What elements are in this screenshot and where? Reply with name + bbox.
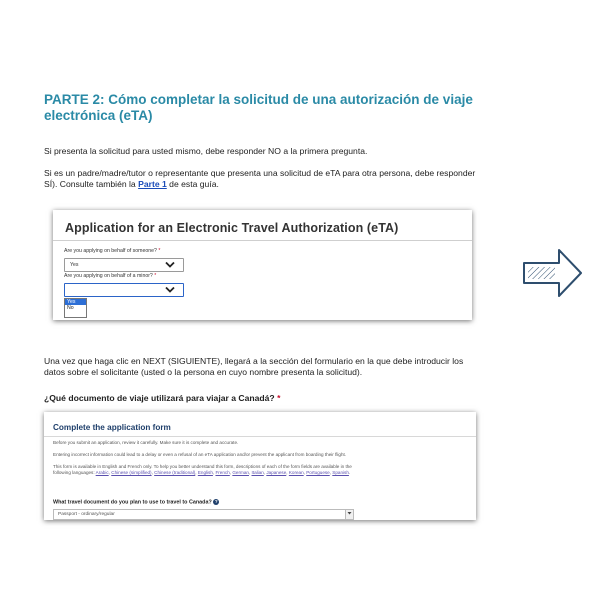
minor-options-dropdown: [64, 298, 87, 318]
chevron-down-icon: [165, 260, 175, 271]
divider: [44, 436, 476, 437]
question-label: What travel document do you plan to use to travel to Canada?: [53, 499, 212, 506]
language-link[interactable]: Arabic: [95, 470, 109, 476]
language-link[interactable]: French: [215, 470, 230, 476]
question-minor: [64, 273, 156, 279]
question-label: Are you applying on behalf of a minor?: [64, 273, 153, 279]
language-link[interactable]: Italian: [251, 470, 264, 476]
language-link[interactable]: Spanish: [332, 470, 349, 476]
language-link[interactable]: Portuguese: [306, 470, 330, 476]
travel-document-question: [44, 393, 484, 404]
paragraph-text-end: de esta guía.: [166, 179, 219, 189]
option-yes[interactable]: Yes: [65, 299, 86, 305]
on-behalf-select[interactable]: [64, 258, 184, 272]
paragraph-representative: [44, 168, 484, 190]
section-heading: PARTE 2: Cómo completar la solicitud de una autorización de viaje electrónica (eTA): [44, 92, 473, 123]
language-links: Arabic, Chinese (simplified), Chinese (traditional), English, French, German, Italian, Japanese, Korean, Portuguese, Spanish.: [95, 470, 351, 476]
language-note-text: This form is available in English and French only. To help you better understand this form, descriptions of each of the form fields are available in the: [53, 464, 352, 469]
divider: [53, 240, 472, 241]
select-value: Yes: [70, 262, 79, 268]
paragraph-text: Si es un padre/madre/tutor o representante que presenta una solicitud de eTA para otra persona, debe responder SÍ). Consulte también la: [44, 168, 476, 189]
language-link[interactable]: German: [232, 470, 249, 476]
required-marker: *: [277, 393, 281, 403]
required-marker: *: [154, 273, 157, 279]
language-link[interactable]: Korean: [288, 470, 304, 476]
language-link[interactable]: Chinese (simplified): [111, 470, 152, 476]
review-note: Before you submit an application, review it carefully. Make sure it is complete and accurate.: [53, 440, 239, 445]
warning-note: Entering incorrect information could lead to a delay or even a refusal of an eTA application and/or prevent the applicant from boarding their flight.: [53, 452, 347, 457]
paragraph-self-applicant: Si presenta la solicitud para usted mismo, debe responder NO a la primera pregunta.: [44, 146, 368, 156]
travel-document-select[interactable]: [53, 509, 354, 520]
question-on-behalf: [64, 248, 160, 254]
application-form-screenshot: [44, 412, 476, 520]
right-arrow-icon: [521, 245, 585, 306]
language-note: [53, 464, 463, 476]
form-title: Application for an Electronic Travel Authorization (eTA): [65, 221, 399, 235]
parte-1-link[interactable]: Parte 1: [138, 179, 167, 189]
question-text: ¿Qué documento de viaje utilizará para viajar a Canadá?: [44, 393, 275, 403]
language-note-prefix: following languages:: [53, 470, 96, 476]
language-link[interactable]: Chinese (traditional): [154, 470, 196, 476]
required-marker: *: [158, 248, 161, 254]
travel-document-label: [53, 499, 219, 505]
question-label: Are you applying on behalf of someone?: [64, 248, 157, 254]
minor-select[interactable]: [64, 283, 184, 297]
language-link[interactable]: Japanese: [266, 470, 287, 476]
language-link[interactable]: English: [197, 470, 213, 476]
help-icon[interactable]: ?: [214, 499, 218, 504]
chevron-down-icon: [165, 285, 175, 296]
chevron-down-icon: [345, 510, 353, 519]
option-no[interactable]: No: [67, 305, 74, 311]
paragraph-next-step: Una vez que haga clic en NEXT (SIGUIENTE), llegará a la sección del formulario en la que debe introducir los datos sobre el solicitante (usted o la persona en cuyo nombre presenta la solicitud).: [44, 356, 464, 377]
eta-form-screenshot: [53, 210, 472, 320]
select-value: Passport - ordinary/regular: [58, 512, 115, 517]
form-title: Complete the application form: [53, 423, 171, 432]
